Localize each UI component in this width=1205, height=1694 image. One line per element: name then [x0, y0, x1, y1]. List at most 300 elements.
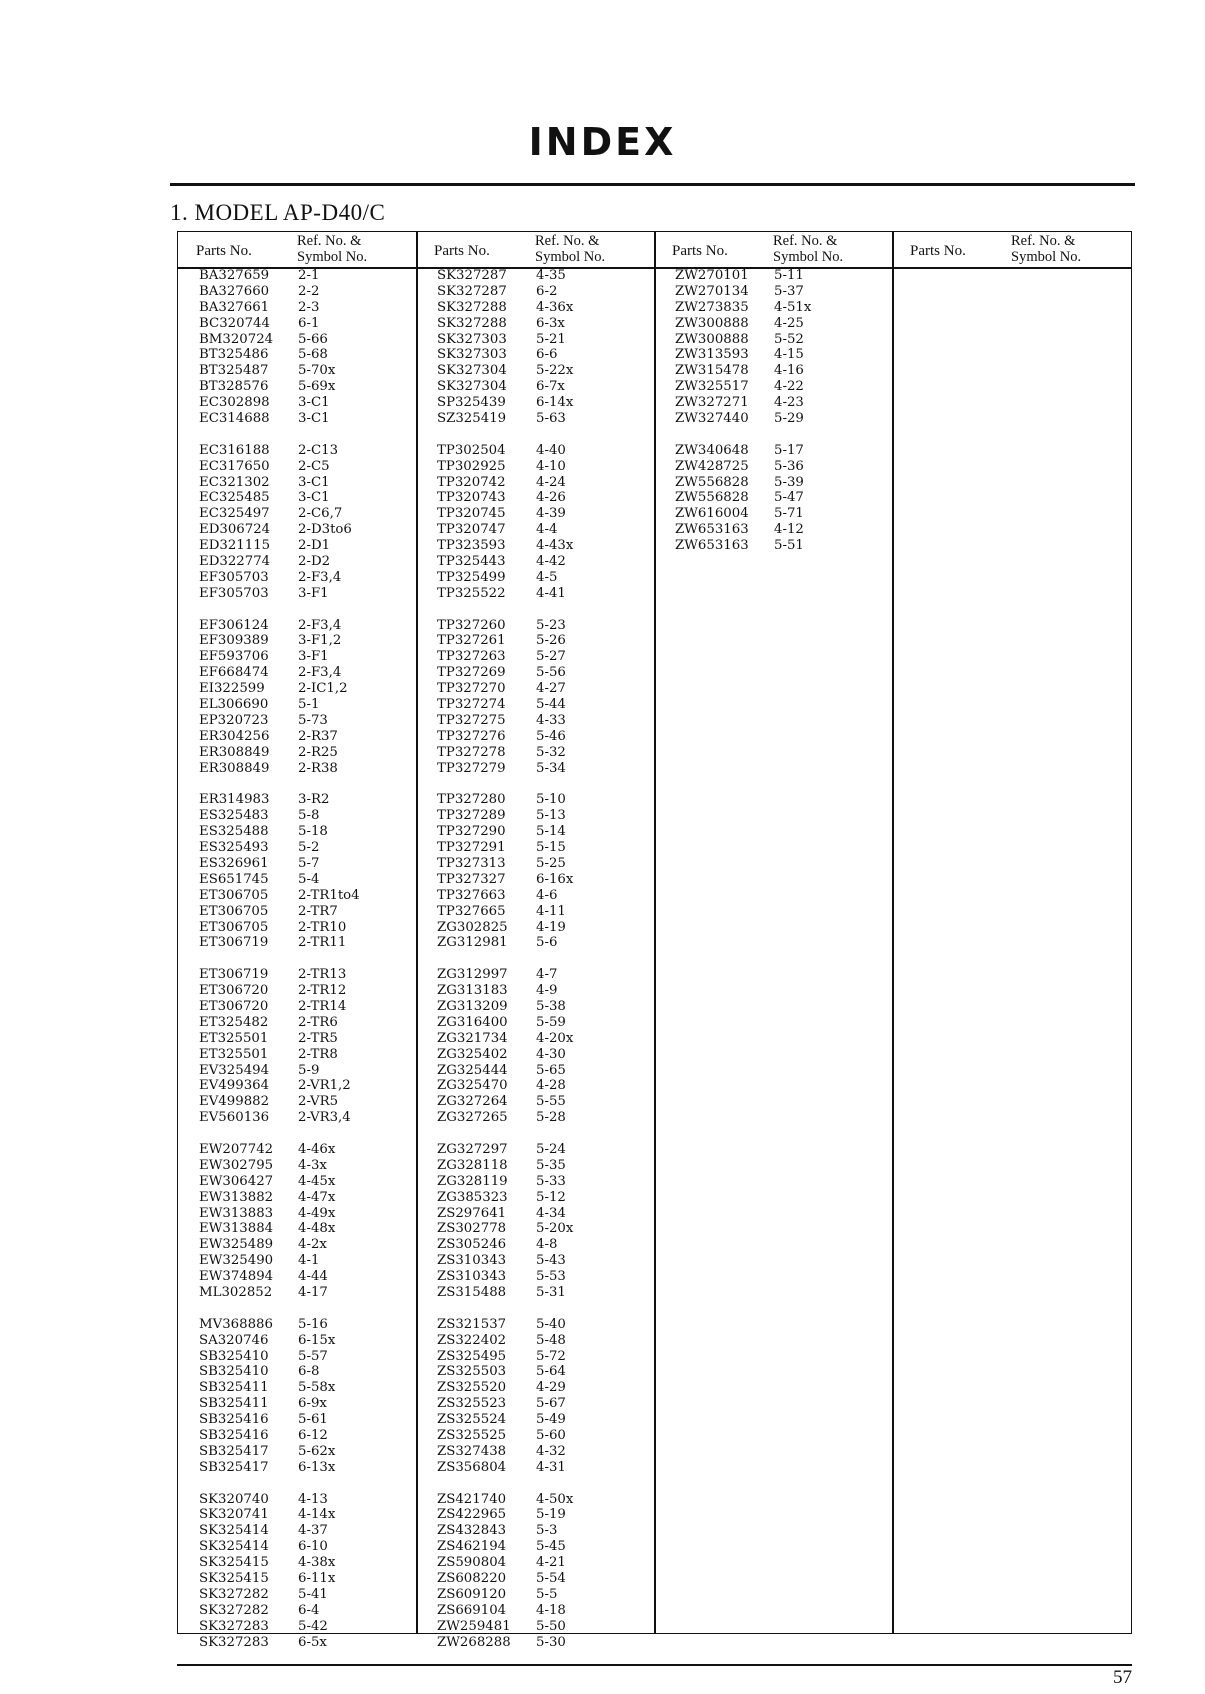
- table-row: [178, 1619, 416, 1635]
- table-row: [416, 792, 654, 808]
- table-row: [416, 1174, 654, 1190]
- parts-no: EW325490: [199, 1253, 274, 1269]
- ref-no: 5-34: [536, 760, 566, 776]
- table-row: [178, 920, 416, 936]
- table-row: [416, 570, 654, 586]
- ref-no: 3-F1,2: [298, 633, 342, 649]
- ref-no: 4-49x: [298, 1205, 336, 1221]
- parts-no: EC314688: [199, 411, 270, 427]
- bottom-rule: [177, 1664, 1132, 1666]
- table-row: [416, 1444, 654, 1460]
- ref-no: 2-TR7: [298, 903, 338, 919]
- table-row: [416, 1047, 654, 1063]
- table-row: [178, 522, 416, 538]
- parts-no: SZ325419: [437, 411, 507, 427]
- parts-no: SK327282: [199, 1602, 269, 1618]
- ref-no: 2-F3,4: [298, 665, 342, 681]
- table-row: [178, 1221, 416, 1237]
- parts-no: TP327261: [437, 633, 506, 649]
- table-row: [178, 1237, 416, 1253]
- table-row: [416, 967, 654, 983]
- ref-no: 5-70x: [298, 363, 336, 379]
- ref-no: 5-67: [536, 1396, 566, 1412]
- parts-no: ZG327265: [437, 1110, 508, 1126]
- parts-no: EV560136: [199, 1110, 270, 1126]
- table-row: [416, 1396, 654, 1412]
- parts-no: TP327279: [437, 760, 506, 776]
- table-row: [178, 490, 416, 506]
- parts-no: TP327263: [437, 649, 506, 665]
- table-row: [416, 1078, 654, 1094]
- ref-no: 2-TR13: [298, 967, 347, 983]
- ref-no: 5-23: [536, 617, 566, 633]
- parts-no: ET306719: [199, 967, 269, 983]
- ref-no-header-line2: Symbol No.: [535, 249, 606, 265]
- parts-no: ZG316400: [437, 1014, 508, 1030]
- parts-no: ZS310343: [437, 1253, 507, 1269]
- ref-no: 4-24: [536, 474, 566, 490]
- ref-no: 5-61: [298, 1412, 328, 1428]
- table-row: [416, 729, 654, 745]
- table-row: [416, 1285, 654, 1301]
- table-row: [416, 268, 654, 284]
- parts-no: TP327290: [437, 824, 506, 840]
- ref-no: 2-C13: [298, 442, 339, 458]
- parts-no: ED321115: [199, 538, 271, 554]
- page-number: 57: [1113, 1667, 1132, 1688]
- parts-no: ZS422965: [437, 1507, 507, 1523]
- ref-no: 5-66: [298, 331, 328, 347]
- ref-no: 5-28: [536, 1110, 566, 1126]
- ref-no: 2-VR3,4: [298, 1110, 351, 1126]
- group-gap: [416, 1476, 654, 1492]
- table-row: [178, 697, 416, 713]
- parts-no: ZG312981: [437, 935, 508, 951]
- ref-no-header-line2: Symbol No.: [773, 249, 844, 265]
- parts-no: EW313882: [199, 1189, 274, 1205]
- ref-no-header-line1: Ref. No. &: [297, 233, 362, 249]
- parts-no: ZS590804: [437, 1555, 507, 1571]
- ref-no: 4-7: [536, 967, 558, 983]
- table-row: [654, 284, 892, 300]
- ref-no: 5-33: [536, 1173, 566, 1189]
- ref-no-header: [535, 233, 645, 265]
- table-row: [178, 808, 416, 824]
- parts-no: ZS321537: [437, 1316, 507, 1332]
- parts-no: ZG327297: [437, 1141, 508, 1157]
- ref-no: 4-35: [536, 268, 566, 283]
- table-row: [178, 411, 416, 427]
- parts-no: ZG385323: [437, 1189, 508, 1205]
- ref-no: 4-29: [536, 1380, 566, 1396]
- parts-no: TP327276: [437, 728, 506, 744]
- parts-no: TP327280: [437, 792, 506, 808]
- parts-no: ZS609120: [437, 1586, 507, 1602]
- parts-no: ZG313209: [437, 998, 508, 1014]
- table-row: [178, 935, 416, 951]
- table-row: [654, 300, 892, 316]
- ref-no: 5-60: [536, 1428, 566, 1444]
- parts-no: SB325416: [199, 1412, 269, 1428]
- ref-no: 4-2x: [298, 1237, 327, 1253]
- table-row: [654, 379, 892, 395]
- table-row: [178, 268, 416, 284]
- ref-no: 5-19: [536, 1507, 566, 1523]
- ref-no: 5-30: [536, 1634, 566, 1650]
- table-row: [654, 332, 892, 348]
- ref-no: 5-8: [298, 808, 320, 824]
- table-row: [416, 1492, 654, 1508]
- parts-no: EW313883: [199, 1205, 274, 1221]
- parts-no: EW302795: [199, 1157, 274, 1173]
- parts-no: ET325501: [199, 1046, 269, 1062]
- table-row: [178, 1015, 416, 1031]
- table-row: [178, 363, 416, 379]
- group-gap: [416, 1126, 654, 1142]
- parts-no: ZW259481: [437, 1618, 511, 1634]
- parts-no: BT325486: [199, 347, 269, 363]
- ref-no: 4-37: [298, 1523, 328, 1539]
- parts-no: TP327274: [437, 697, 506, 713]
- parts-no: BC320744: [199, 315, 270, 331]
- table-row: [178, 618, 416, 634]
- table-row: [178, 443, 416, 459]
- table-row: [178, 1460, 416, 1476]
- parts-no: ZW300888: [675, 331, 749, 347]
- table-row: [416, 1317, 654, 1333]
- group-gap: [178, 1126, 416, 1142]
- table-row: [178, 1142, 416, 1158]
- parts-no: ER308849: [199, 744, 270, 760]
- ref-no-header: [773, 233, 883, 265]
- table-row: [178, 681, 416, 697]
- ref-no: 5-10: [536, 792, 566, 808]
- table-row: [178, 904, 416, 920]
- table-row: [416, 633, 654, 649]
- table-row: [416, 363, 654, 379]
- ref-no: 4-36x: [536, 299, 574, 315]
- table-row: [178, 1333, 416, 1349]
- parts-no: ZG328118: [437, 1157, 508, 1173]
- parts-no: SK325415: [199, 1571, 269, 1587]
- ref-no: 4-27: [536, 681, 566, 697]
- ref-no: 5-37: [774, 283, 804, 299]
- parts-no: ZG321734: [437, 1030, 508, 1046]
- ref-no: 5-9: [298, 1062, 320, 1078]
- ref-no: 4-31: [536, 1459, 566, 1475]
- ref-no: 6-1: [298, 315, 320, 331]
- parts-no: ZG325402: [437, 1046, 508, 1062]
- parts-no: BT328576: [199, 379, 269, 395]
- ref-no: 5-43: [536, 1253, 566, 1269]
- ref-no: 5-24: [536, 1141, 566, 1157]
- parts-no: TP323593: [437, 538, 506, 554]
- ref-no: 6-15x: [298, 1332, 336, 1348]
- table-row: [416, 332, 654, 348]
- ref-no: 2-C5: [298, 458, 330, 474]
- parts-no: ZS305246: [437, 1237, 507, 1253]
- table-row: [416, 840, 654, 856]
- table-row: [416, 681, 654, 697]
- ref-no: 6-4: [298, 1602, 320, 1618]
- table-row: [178, 1253, 416, 1269]
- column-header: [416, 232, 654, 267]
- table-row: [416, 999, 654, 1015]
- table-row: [416, 983, 654, 999]
- table-row: [416, 1523, 654, 1539]
- ref-no: 5-12: [536, 1189, 566, 1205]
- ref-no: 4-20x: [536, 1030, 574, 1046]
- table-row: [416, 1221, 654, 1237]
- parts-no: BA327660: [199, 283, 270, 299]
- ref-no: 2-TR8: [298, 1046, 338, 1062]
- ref-no: 4-25: [774, 315, 804, 331]
- table-row: [416, 1603, 654, 1619]
- parts-no: SB325411: [199, 1380, 269, 1396]
- ref-no: 4-13: [298, 1491, 328, 1507]
- parts-no: ZW556828: [675, 490, 749, 506]
- parts-no: TP320743: [437, 490, 506, 506]
- ref-no: 2-R25: [298, 744, 338, 760]
- ref-no: 2-VR5: [298, 1094, 339, 1110]
- parts-no: ZW300888: [675, 315, 749, 331]
- ref-no-header-line1: Ref. No. &: [773, 233, 838, 249]
- ref-no: 6-6: [536, 347, 558, 363]
- column-header: [892, 232, 1130, 267]
- ref-no: 5-13: [536, 808, 566, 824]
- table-row: [416, 300, 654, 316]
- ref-no: 5-64: [536, 1364, 566, 1380]
- parts-no: BA327661: [199, 299, 270, 315]
- ref-no: 2-F3,4: [298, 617, 342, 633]
- table-row: [178, 332, 416, 348]
- table-row: [178, 665, 416, 681]
- parts-no: ET306720: [199, 983, 269, 999]
- ref-no: 5-36: [774, 458, 804, 474]
- table-row: [416, 697, 654, 713]
- table-row: [178, 729, 416, 745]
- parts-list: [654, 268, 892, 554]
- ref-no: 4-22: [774, 379, 804, 395]
- ref-no: 5-56: [536, 665, 566, 681]
- table-row: [416, 379, 654, 395]
- table-row: [416, 443, 654, 459]
- parts-no: EC321302: [199, 474, 270, 490]
- table-row: [178, 1190, 416, 1206]
- table-row: [654, 506, 892, 522]
- column-divider: [892, 232, 894, 1633]
- ref-no: 5-44: [536, 697, 566, 713]
- parts-no: EW313884: [199, 1221, 274, 1237]
- parts-no: EV499364: [199, 1078, 270, 1094]
- table-row: [178, 1428, 416, 1444]
- ref-no: 4-11: [536, 903, 566, 919]
- ref-no: 6-3x: [536, 315, 565, 331]
- ref-no: 5-6: [536, 935, 558, 951]
- index-table: [177, 231, 1132, 1650]
- table-row: [416, 808, 654, 824]
- parts-no: ZG325470: [437, 1078, 508, 1094]
- ref-no-header: [1011, 233, 1121, 265]
- ref-no: 2-2: [298, 283, 320, 299]
- table-row: [178, 459, 416, 475]
- parts-no: ZW273835: [675, 299, 749, 315]
- table-row: [178, 1396, 416, 1412]
- parts-no: EF305703: [199, 585, 269, 601]
- ref-no: 4-12: [774, 522, 804, 538]
- table-row: [416, 935, 654, 951]
- ref-no: 2-C6,7: [298, 506, 343, 522]
- parts-no: ZS325520: [437, 1380, 507, 1396]
- ref-no: 2-R38: [298, 760, 338, 776]
- ref-no: 4-39: [536, 506, 566, 522]
- parts-no: ZS297641: [437, 1205, 507, 1221]
- parts-no: EP320723: [199, 712, 269, 728]
- table-row: [178, 506, 416, 522]
- table-row: [416, 824, 654, 840]
- table-row: [416, 888, 654, 904]
- parts-no: TP327260: [437, 617, 506, 633]
- ref-no: 4-38x: [298, 1555, 336, 1571]
- ref-no: 4-8: [536, 1237, 558, 1253]
- table-row: [416, 1507, 654, 1523]
- ref-no: 5-65: [536, 1062, 566, 1078]
- table-row: [416, 1237, 654, 1253]
- ref-no: 4-18: [536, 1602, 566, 1618]
- parts-no: BA327659: [199, 268, 270, 283]
- parts-no: EF668474: [199, 665, 269, 681]
- parts-no: ZW268288: [437, 1634, 511, 1650]
- table-row: [416, 586, 654, 602]
- table-row: [178, 554, 416, 570]
- table-row: [178, 1158, 416, 1174]
- parts-no: TP325499: [437, 569, 506, 585]
- parts-no: SK327303: [437, 347, 507, 363]
- parts-no: ET306720: [199, 998, 269, 1014]
- table-row: [178, 872, 416, 888]
- parts-no: ES325488: [199, 824, 269, 840]
- ref-no: 4-4: [536, 522, 558, 538]
- parts-no: TP327289: [437, 808, 506, 824]
- table-row: [178, 1555, 416, 1571]
- ref-no: 5-46: [536, 728, 566, 744]
- parts-no: TP325443: [437, 554, 506, 570]
- parts-no: SP325439: [437, 395, 506, 411]
- ref-no: 4-26: [536, 490, 566, 506]
- parts-no: ZG313183: [437, 983, 508, 999]
- table-row: [416, 538, 654, 554]
- table-row: [654, 395, 892, 411]
- table-row: [178, 316, 416, 332]
- parts-no: EC316188: [199, 442, 270, 458]
- table-row: [416, 475, 654, 491]
- ref-no-header-line1: Ref. No. &: [535, 233, 600, 249]
- parts-no: ZW315478: [675, 363, 749, 379]
- group-gap: [416, 777, 654, 793]
- table-row: [416, 856, 654, 872]
- ref-no: 4-45x: [298, 1173, 336, 1189]
- parts-no: TP325522: [437, 585, 506, 601]
- ref-no: 6-13x: [298, 1459, 336, 1475]
- table-row: [178, 1063, 416, 1079]
- parts-no: ER308849: [199, 760, 270, 776]
- ref-no: 4-16: [774, 363, 804, 379]
- ref-no: 2-VR1,2: [298, 1078, 351, 1094]
- table-row: [178, 840, 416, 856]
- ref-no: 6-2: [536, 283, 558, 299]
- table-row: [178, 1603, 416, 1619]
- table-row: [178, 1523, 416, 1539]
- table-row: [178, 999, 416, 1015]
- parts-no: ZS325525: [437, 1428, 507, 1444]
- table-row: [178, 761, 416, 777]
- table-row: [416, 1142, 654, 1158]
- column-header: [654, 232, 892, 267]
- parts-no: TP327278: [437, 744, 506, 760]
- ref-no: 3-C1: [298, 490, 330, 506]
- parts-no: ZS302778: [437, 1221, 507, 1237]
- parts-no: ML302852: [199, 1285, 273, 1300]
- parts-no: ZW653163: [675, 538, 749, 554]
- parts-no: SK327303: [437, 331, 507, 347]
- table-row: [416, 506, 654, 522]
- parts-no: ES325483: [199, 808, 269, 824]
- parts-no: SK325414: [199, 1539, 269, 1555]
- ref-no: 5-41: [298, 1586, 328, 1602]
- ref-no: 5-42: [298, 1618, 328, 1634]
- ref-no: 5-52: [774, 331, 804, 347]
- parts-no: TP320742: [437, 474, 506, 490]
- ref-no: 5-68: [298, 347, 328, 363]
- table-row: [416, 1587, 654, 1603]
- ref-no: 4-17: [298, 1285, 328, 1300]
- table-row: [416, 1380, 654, 1396]
- ref-no: 4-46x: [298, 1141, 336, 1157]
- parts-no: ZS327438: [437, 1443, 507, 1459]
- ref-no: 4-42: [536, 554, 566, 570]
- ref-no: 5-5: [536, 1586, 558, 1602]
- parts-no: SB325416: [199, 1428, 269, 1444]
- ref-no: 5-25: [536, 855, 566, 871]
- parts-no: SK320740: [199, 1491, 269, 1507]
- parts-no: EV499882: [199, 1094, 270, 1110]
- parts-no-header: Parts No.: [434, 243, 490, 259]
- parts-no: ZG328119: [437, 1173, 508, 1189]
- table-row: [416, 618, 654, 634]
- ref-no: 2-IC1,2: [298, 681, 348, 697]
- parts-no: MV368886: [199, 1316, 273, 1332]
- ref-no-header-line2: Symbol No.: [297, 249, 368, 265]
- parts-no: SA320746: [199, 1332, 269, 1348]
- parts-no: SK325415: [199, 1555, 269, 1571]
- parts-no: BT325487: [199, 363, 269, 379]
- table-row: [416, 490, 654, 506]
- ref-no: 2-F3,4: [298, 569, 342, 585]
- table-row: [416, 1571, 654, 1587]
- table-row: [178, 1269, 416, 1285]
- table-row: [416, 1333, 654, 1349]
- table-row: [178, 586, 416, 602]
- ref-no: 5-17: [774, 442, 804, 458]
- ref-no: 5-51: [774, 538, 804, 554]
- ref-no: 4-28: [536, 1078, 566, 1094]
- page-title: INDEX: [528, 120, 677, 164]
- table-row: [654, 363, 892, 379]
- parts-no: SK327283: [199, 1618, 269, 1634]
- ref-no: 5-57: [298, 1348, 328, 1364]
- table-row: [178, 1507, 416, 1523]
- parts-no: ZS421740: [437, 1491, 507, 1507]
